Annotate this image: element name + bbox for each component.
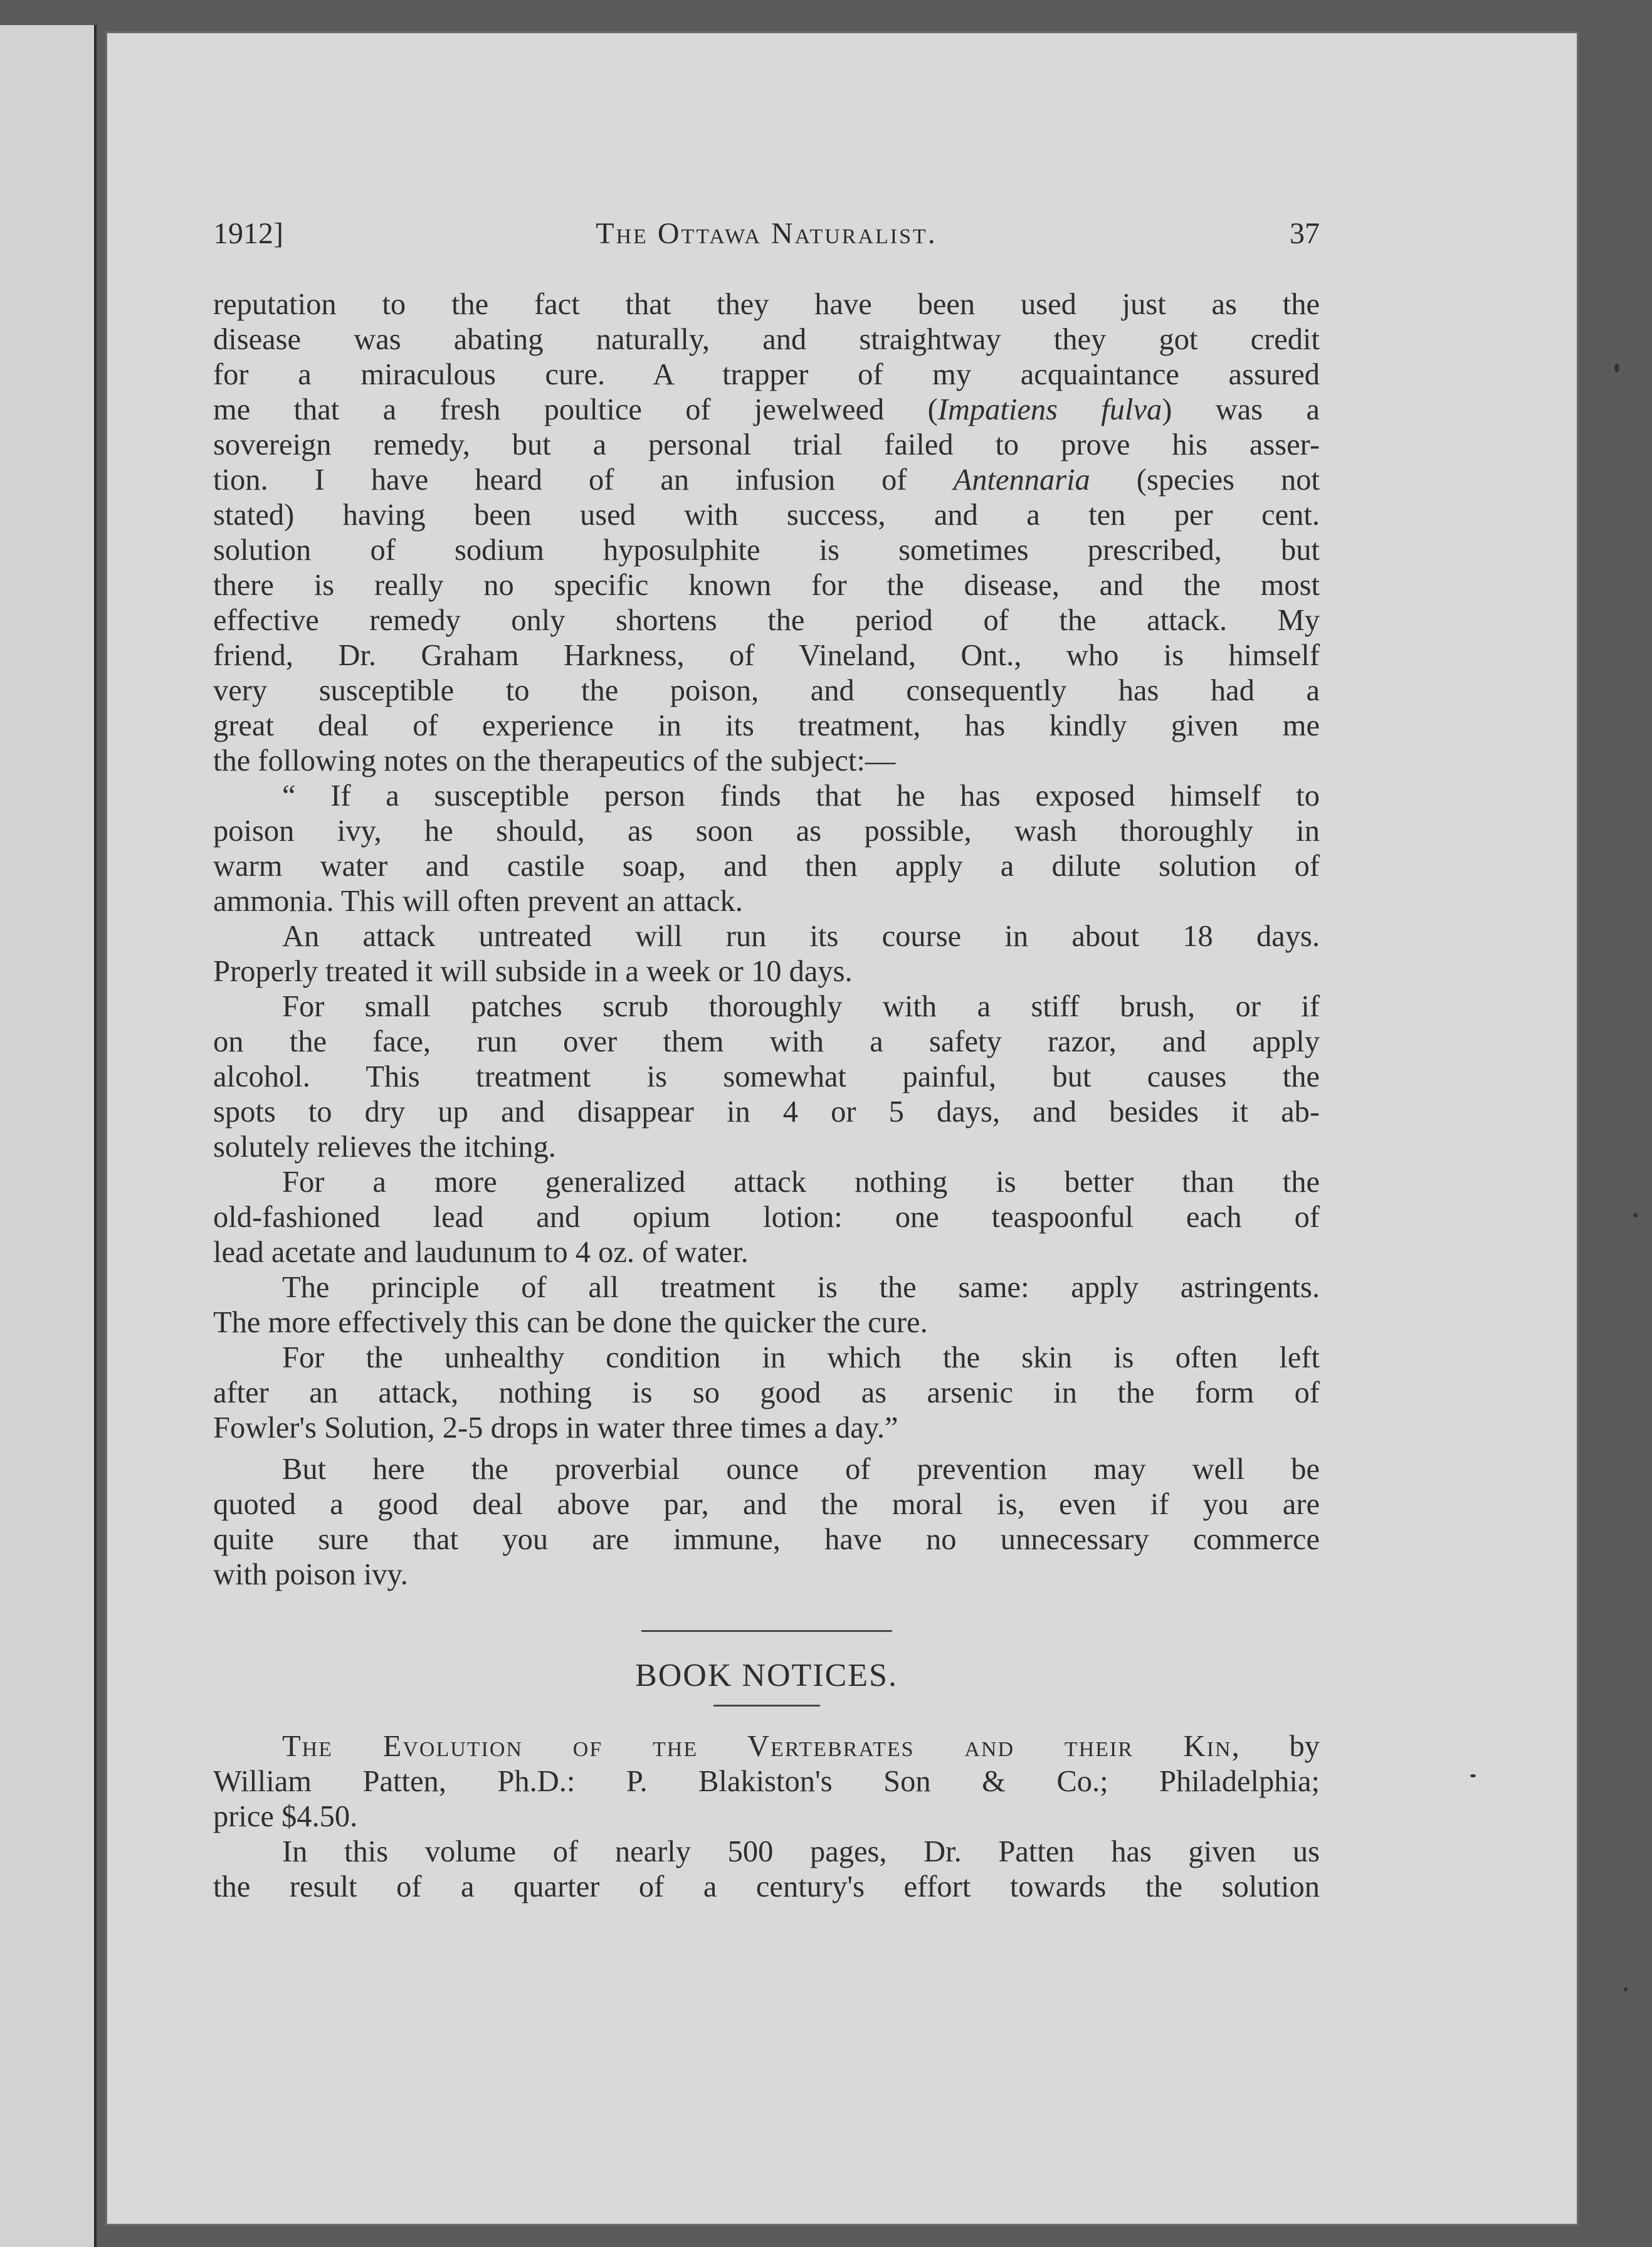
text-line: sovereign remedy, but a personal trial failed to prove his asser- — [213, 428, 1320, 461]
section-heading: BOOK NOTICES. — [635, 1658, 898, 1693]
text-line: friend, Dr. Graham Harkness, of Vineland, Ont., who is himself — [213, 639, 1320, 672]
text-line: the result of a quarter of a century's effort towards the solution — [213, 1870, 1320, 1903]
text-segment: ) was a — [1162, 393, 1320, 426]
text-line: great deal of experience in its treatment, has kindly given me — [213, 709, 1320, 742]
text-line: lead acetate and laudunum to 4 oz. of water. — [213, 1236, 749, 1269]
book-title: The Evolution of the Vertebrates and their Kin, — [282, 1730, 1241, 1763]
text-line: the following notes on the therapeutics of the subject:— — [213, 744, 896, 777]
text-line: The more effectively this can be done the quicker the cure. — [213, 1306, 928, 1339]
text-line: alcohol. This treatment is somewhat painful, but causes the — [213, 1060, 1320, 1093]
text-line: quoted a good deal above par, and the moral is, even if you are — [213, 1488, 1320, 1521]
text-line: effective remedy only shortens the period of the attack. My — [213, 604, 1320, 637]
text-segment: me that a fresh poultice of jewelweed ( — [213, 393, 938, 426]
text-line: for a miraculous cure. A trapper of my acquaintance assured — [213, 358, 1320, 391]
article-body — [213, 287, 1320, 1905]
text-line: poison ivy, he should, as soon as possible, wash thoroughly in — [213, 814, 1320, 848]
journal-title: The Ottawa Naturalist. — [596, 217, 937, 250]
text-line: But here the proverbial ounce of prevention may well be — [282, 1453, 1320, 1486]
text-line: on the face, run over them with a safety razor, and apply — [213, 1025, 1320, 1058]
header-year: 1912] — [213, 217, 283, 250]
scan-speck — [1614, 364, 1619, 372]
text-line: quite sure that you are immune, have no unnecessary commerce — [213, 1523, 1320, 1556]
text-line: old-fashioned lead and opium lotion: one teaspoonful each of — [213, 1201, 1320, 1234]
text-segment: (species not — [1090, 463, 1320, 497]
scan-speck — [1624, 1987, 1628, 1991]
text-line — [213, 392, 1320, 428]
text-line: reputation to the fact that they have been used just as the — [213, 288, 1320, 321]
running-header — [213, 216, 1320, 260]
text-line: spots to dry up and disappear in 4 or 5 days, and besides it ab- — [213, 1095, 1320, 1129]
section-divider — [641, 1630, 892, 1632]
text-line: solutely relieves the itching. — [213, 1130, 556, 1164]
text-line: For small patches scrub thoroughly with a stiff brush, or if — [282, 990, 1320, 1023]
text-segment: by — [1240, 1730, 1320, 1763]
text-line — [213, 463, 1320, 498]
page-number: 37 — [1290, 217, 1320, 250]
text-line: For a more generalized attack nothing is better than the — [282, 1166, 1320, 1199]
text-line: Fowler's Solution, 2-5 drops in water three times a day.” — [213, 1411, 898, 1444]
text-line: In this volume of nearly 500 pages, Dr. Patten has given us — [282, 1835, 1320, 1868]
text-line: “ If a susceptible person finds that he has exposed himself to — [282, 779, 1320, 813]
scan-speck — [1633, 1213, 1638, 1218]
adjacent-page-edge — [0, 25, 97, 2247]
text-line — [213, 1729, 1320, 1764]
text-line: stated) having been used with success, and a ten per cent. — [213, 498, 1320, 532]
text-line: there is really no specific known for the disease, and the most — [213, 569, 1320, 602]
text-line: Properly treated it will subside in a week or 10 days. — [213, 955, 853, 988]
text-line: For the unhealthy condition in which the skin is often left — [282, 1341, 1320, 1374]
heading-underline — [713, 1705, 820, 1707]
text-line: ammonia. This will often prevent an attack. — [213, 885, 743, 918]
text-line: An attack untreated will run its course in about 18 days. — [282, 920, 1320, 953]
text-segment: tion. I have heard of an infusion of — [213, 463, 954, 497]
text-line: warm water and castile soap, and then apply a dilute solution of — [213, 850, 1320, 883]
text-line: price $4.50. — [213, 1800, 358, 1833]
species-name: Impatiens fulva — [937, 393, 1162, 426]
scan-speck — [1470, 1774, 1476, 1777]
text-line: William Patten, Ph.D.: P. Blakiston's Son & Co.; Philadelphia; — [213, 1765, 1320, 1798]
text-line: after an attack, nothing is so good as arsenic in the form of — [213, 1376, 1320, 1409]
text-line: disease was abating naturally, and straightway they got credit — [213, 323, 1320, 356]
paragraph-gap — [213, 1446, 1320, 1452]
text-line: very susceptible to the poison, and consequently has had a — [213, 674, 1320, 707]
text-line: solution of sodium hyposulphite is sometimes prescribed, but — [213, 534, 1320, 567]
text-line: The principle of all treatment is the same: apply astringents. — [282, 1271, 1320, 1304]
genus-name: Antennaria — [953, 463, 1090, 497]
text-line: with poison ivy. — [213, 1558, 408, 1591]
